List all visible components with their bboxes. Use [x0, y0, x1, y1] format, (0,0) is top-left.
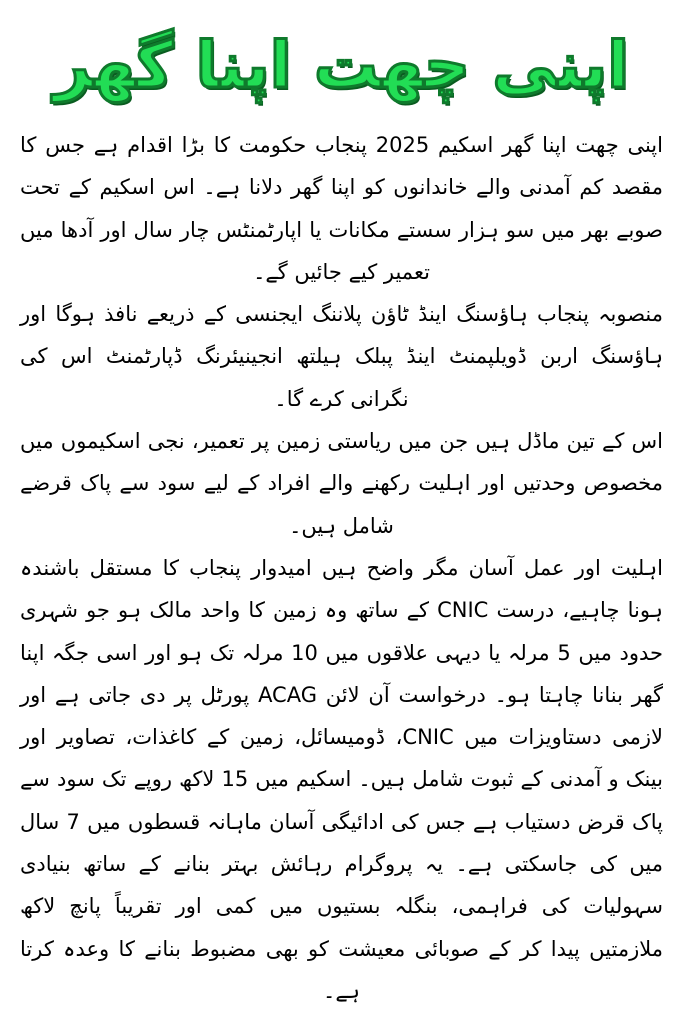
page-title: اپنی چھت اپنا گھر	[53, 29, 630, 103]
article-body	[20, 124, 663, 1012]
paragraph-eligibility: اہلیت اور عمل آسان مگر واضح ہیں امیدوار پنجاب کا مستقل باشندہ ہونا چاہیے، درست CNIC کے ساتھ وہ زمین کا واحد مالک ہو جو شہری حدود میں 5 مرلہ یا دیہی علاقوں میں 10 مرلہ تک ہو اور اسی جگہ اپنا گھر بنانا چاہتا ہو۔ درخواست آن لائن ACAG پورٹل پر دی جاتی ہے اور لازمی دستاویزات میں CNIC، ڈومیسائل، زمین کے کاغذات، تصاویر اور بینک و آمدنی کے ثبوت شامل ہیں۔ اسکیم میں 15 لاکھ روپے تک سود سے پاک قرض دستیاب ہے جس کی ادائیگی آسان ماہانہ قسطوں میں 7 سال میں کی جاسکتی ہے۔ یہ پروگرام رہائش بہتر بنانے کے ساتھ بنیادی سہولیات کی فراہمی، بنگلہ بستیوں میں کمی اور تقریباً پانچ لاکھ ملازمتیں پیدا کر کے صوبائی معیشت کو بھی مضبوط بنانے کا وعدہ کرتا ہے۔	[20, 555, 664, 1003]
paragraph-intro: اپنی چھت اپنا گھر اسکیم 2025 پنجاب حکومت کا بڑا اقدام ہے جس کا مقصد کم آمدنی والے خاندانوں کو اپنا گھر دلانا ہے۔ اس اسکیم کے تحت صوبے بھر میں سو ہزار سستے مکانات یا اپارٹمنٹس چار سال اور آدھا میں تعمیر کیے جائیں گے۔	[20, 133, 663, 284]
paragraph-implementation: منصوبہ پنجاب ہاؤسنگ اینڈ ٹاؤن پلاننگ ایجنسی کے ذریعے نافذ ہوگا اور ہاؤسنگ اربن ڈویلپمنٹ اینڈ پبلک ہیلتھ انجینیئرنگ ڈپارٹمنٹ اس کی نگرانی کرے گا۔	[20, 302, 663, 411]
paragraph-models: اس کے تین ماڈل ہیں جن میں ریاستی زمین پر تعمیر، نجی اسکیموں میں مخصوص وحدتیں اور اہلیت رکھنے والے افراد کے لیے سود سے پاک قرضے شامل ہیں۔	[20, 429, 663, 538]
